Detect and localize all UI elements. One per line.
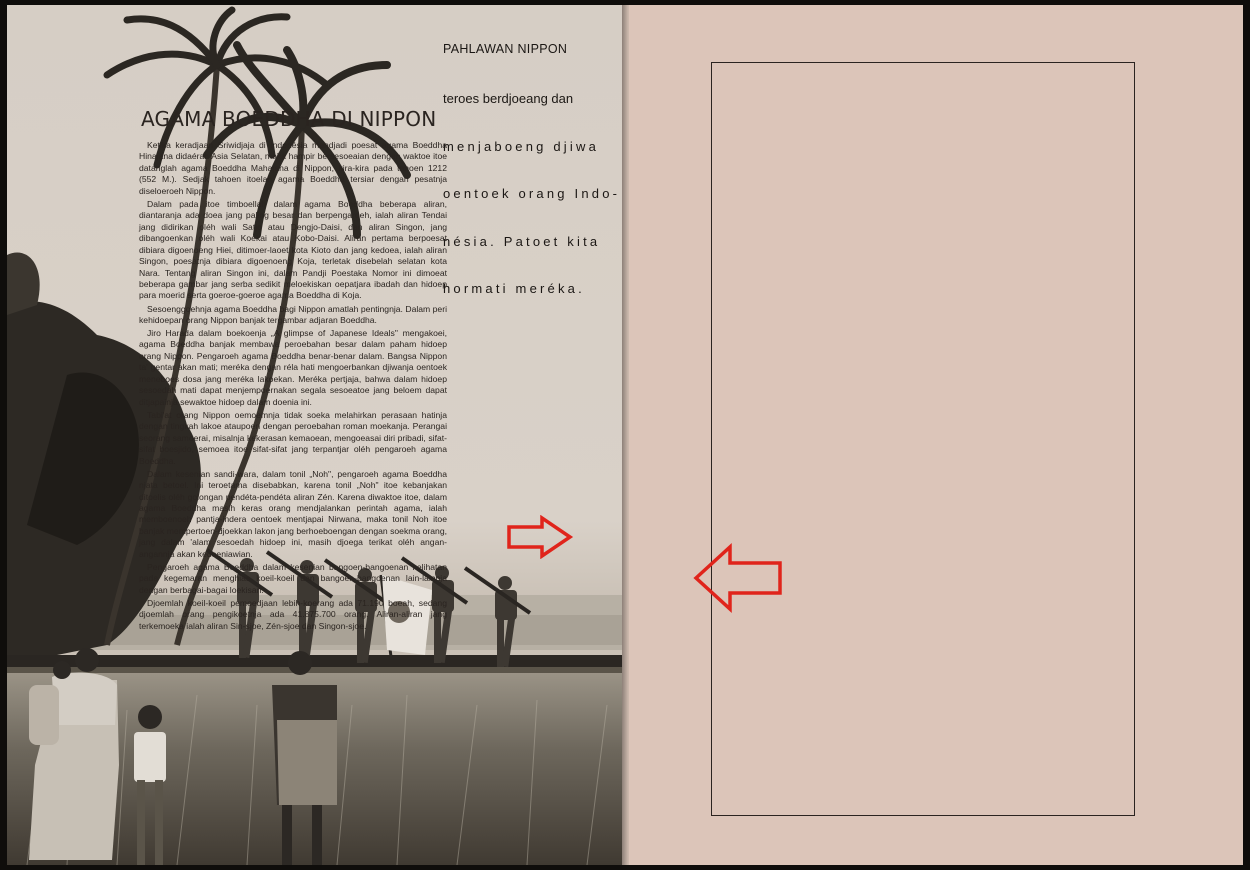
left-arrow-icon [692, 543, 784, 613]
caption-line: hormati meréka. [443, 281, 585, 296]
article-frame [711, 62, 1135, 816]
caption-line: oentoek orang Indo- [443, 186, 621, 201]
caption-line: menjaboeng djiwa [443, 139, 599, 154]
article-paragraph: Dalam pada itoe timboellah dalam agama Boeddha beberapa aliran, diantaranja ada doea jang paling besar dan berpengaroeh, ialah aliran Tendai jang didirikan oléh wali Satjo atau Dengjo-Daisi, dan aliran Singon, jang dibangoenkan oléh wali Koekai atau Kobo-Daisi. Aliran pertama berpoesat dibiara digoenoeng Hiei, ditimoer-laoet kota Kioto dan jang kedoea, ialah aliran Singon, poesatnja dibiara digoenoeng Koja, terletak disebelah selatan kota Nara. Tentang aliran Singon ini, dalam Pandji Poestaka Nomor ini dimoeat beberapa gambar jang serba sedikit meloekiskan oepatjara ibadah dan hidoep para moerid serta goeroe-goeroe agama Boeddha di Koja. [139, 198, 447, 301]
caption-line: nésia. Patoet kita [443, 234, 601, 249]
article-paragraph: Tabi'at orang Nippon oemoemnja tidak soeka melahirkan perasaan hatinja dengan tingkah lakoe ataupoen dengan peroebahan roman moekanja. Perangai seorang samoerai, misalnja kekerasan kemaoean, mengoeasai diri pribadi, sifat-sifat boesjido, semoea itoe sifat-sifat jang terpantjar oléh pengaroeh agama Boeddha. [139, 409, 447, 466]
right-arrow-icon [506, 515, 574, 559]
article-paragraph: Pengaroeh agama Boeddha dalam kesenian bangoen-bangoenan kelihatan pada kegemaran menghias koeil-koeil dan bangoen-bangoenan lain-lainnja dengan berbagai-bagai loekisan. [139, 561, 447, 595]
article-paragraph: Jiro Harada dalam boekoenja „A glimpse of Japanese Ideals" mengakoei, agama Boeddha banjak membawa peroebahan besar dalam paham hidoep orang Nippon. Pengaroeh agama Boeddha benar-benar dalam. Bangsa Nippon ta' gentar akan mati; meréka dengan réla hati mengoerbankan djiwanja oentoek meneboes dosa jang meréka lakoekan. Meréka pertjaja, bahwa dalam hidoep sesoedah mati dapat menjempoernakan segala sesoeatoe jang beloem dapat ditjapainja sewaktoe hidoep dalam doenia ini. [139, 328, 447, 407]
caption-line: teroes berdjoeang dan [443, 91, 574, 106]
caption-title: PAHLAWAN NIPPON [443, 42, 568, 56]
article-paragraph: Djoemlah koeil-koeil pemoedjaan lebih-koerang ada 71.190 boeah, sedang djoemlah orang pengikoetnja ada 41.875.700 orang. Aliran-aliran jang terkemoeka ialah aliran Sin-sjoe, Zén-sjoe dan Singon-sjoe. [139, 597, 447, 631]
article-paragraph: Sesoenggoehnja agama Boeddha bagi Nippon amatlah pentingnja. Dalam peri kehidoepan orang Nippon banjak tergambar adjaran Boeddha. [139, 303, 447, 325]
article-title: AGAMA BOEDDHA DI NIPPON [141, 107, 437, 131]
article-paragraph: Ketika keradjaan Sriwidjaja di Indonésia mendjadi poesat agama Boeddha Hinajana didaérah Asia Selatan, maka hampir bersesoeaian dengan waktoe itoe datanglah agama Boeddha Mahajana di Nippon, kira-kira pada tahoen 1212 (552 M.). Sedjak tahoen itoelah agama Boeddha tersiar dengan pesatnja diseloeroeh Nippon. [139, 140, 447, 196]
article-body [139, 140, 447, 634]
right-page [629, 5, 1243, 865]
article-paragraph: Dalam kesenian sandi-wara, dalam tonil „Noh", pengaroeh agama Boeddha njata betoel. Ini teroetama disebabkan, karena tonil „Noh" itoe kebanjakan ditoelis oléh golongan pendéta-pendéta aliran Zén. Karena diwaktoe itoe, dalam agama Boeddha masih keras orang mendjalankan perintah agama, ialah memboenoeh pantja-indera oentoek mentjapai Nirwana, maka tonil Noh itoe banjak mempertoen-djoekkan lakon jang berhoeboengan dengan soekma orang, jang dalam 'alam sesoedah hidoep ini, masih djoega terikat oléh angan-angannja akan kedoeniawian. [139, 468, 447, 559]
